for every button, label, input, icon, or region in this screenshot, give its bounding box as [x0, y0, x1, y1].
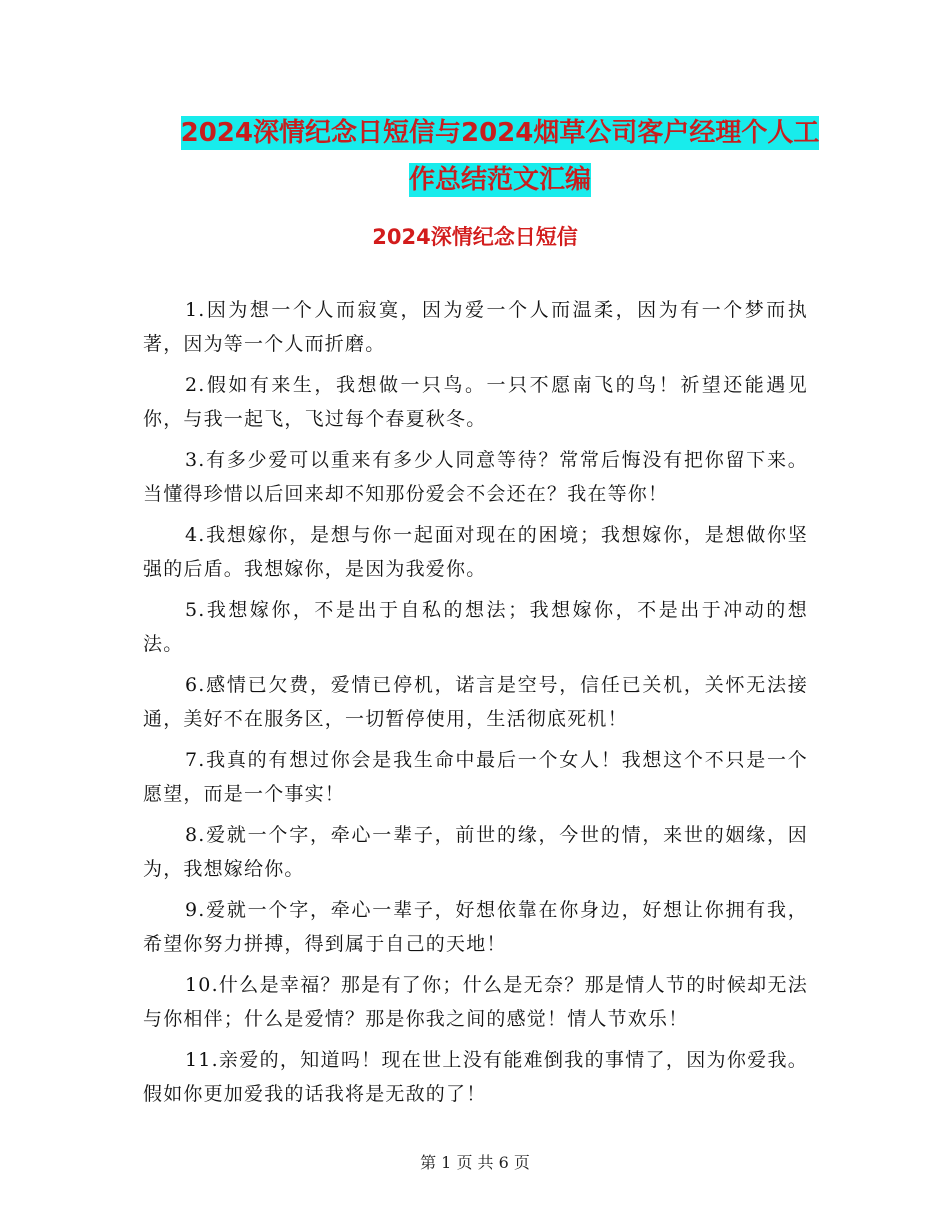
paragraph-2: 2.假如有来生，我想做一只鸟。一只不愿南飞的鸟！祈望还能遇见你，与我一起飞，飞过每个春夏秋冬。	[143, 374, 808, 430]
paragraph-5: 5.我想嫁你，不是出于自私的想法；我想嫁你，不是出于冲动的想法。	[143, 599, 808, 655]
document-title-line-2: 作总结范文汇编	[408, 165, 591, 195]
paragraph-4: 4.我想嫁你，是想与你一起面对现在的困境；我想嫁你，是想做你坚强的后盾。我想嫁你，是因为我爱你。	[143, 524, 808, 580]
document-title	[130, 110, 870, 204]
body-text	[143, 293, 808, 1118]
paragraph-8: 8.爱就一个字，牵心一辈子，前世的缘，今世的情，来世的姻缘，因为，我想嫁给你。	[143, 824, 808, 880]
document-title-line-1: 2024深情纪念日短信与2024烟草公司客户经理个人工	[180, 118, 820, 148]
page-footer: 第 1 页 共 6 页	[420, 1153, 530, 1172]
paragraph-11: 11.亲爱的，知道吗！现在世上没有能难倒我的事情了，因为你爱我。假如你更加爱我的话我将是无敌的了！	[143, 1049, 808, 1105]
paragraph-7: 7.我真的有想过你会是我生命中最后一个女人！我想这个不只是一个愿望，而是一个事实！	[143, 749, 808, 805]
paragraph-10: 10.什么是幸福？那是有了你；什么是无奈？那是情人节的时候却无法与你相伴；什么是爱情？那是你我之间的感觉！情人节欢乐！	[143, 974, 808, 1030]
section-title: 2024深情纪念日短信	[372, 225, 578, 249]
paragraph-1: 1.因为想一个人而寂寞，因为爱一个人而温柔，因为有一个梦而执著，因为等一个人而折磨。	[143, 299, 808, 355]
paragraph-9: 9.爱就一个字，牵心一辈子，好想依靠在你身边，好想让你拥有我，希望你努力拼搏，得到属于自己的天地！	[143, 899, 808, 955]
paragraph-3: 3.有多少爱可以重来有多少人同意等待？常常后悔没有把你留下来。当懂得珍惜以后回来却不知那份爱会不会还在？我在等你！	[143, 449, 808, 505]
paragraph-6: 6.感情已欠费，爱情已停机，诺言是空号，信任已关机，关怀无法接通，美好不在服务区，一切暂停使用，生活彻底死机！	[143, 674, 808, 730]
